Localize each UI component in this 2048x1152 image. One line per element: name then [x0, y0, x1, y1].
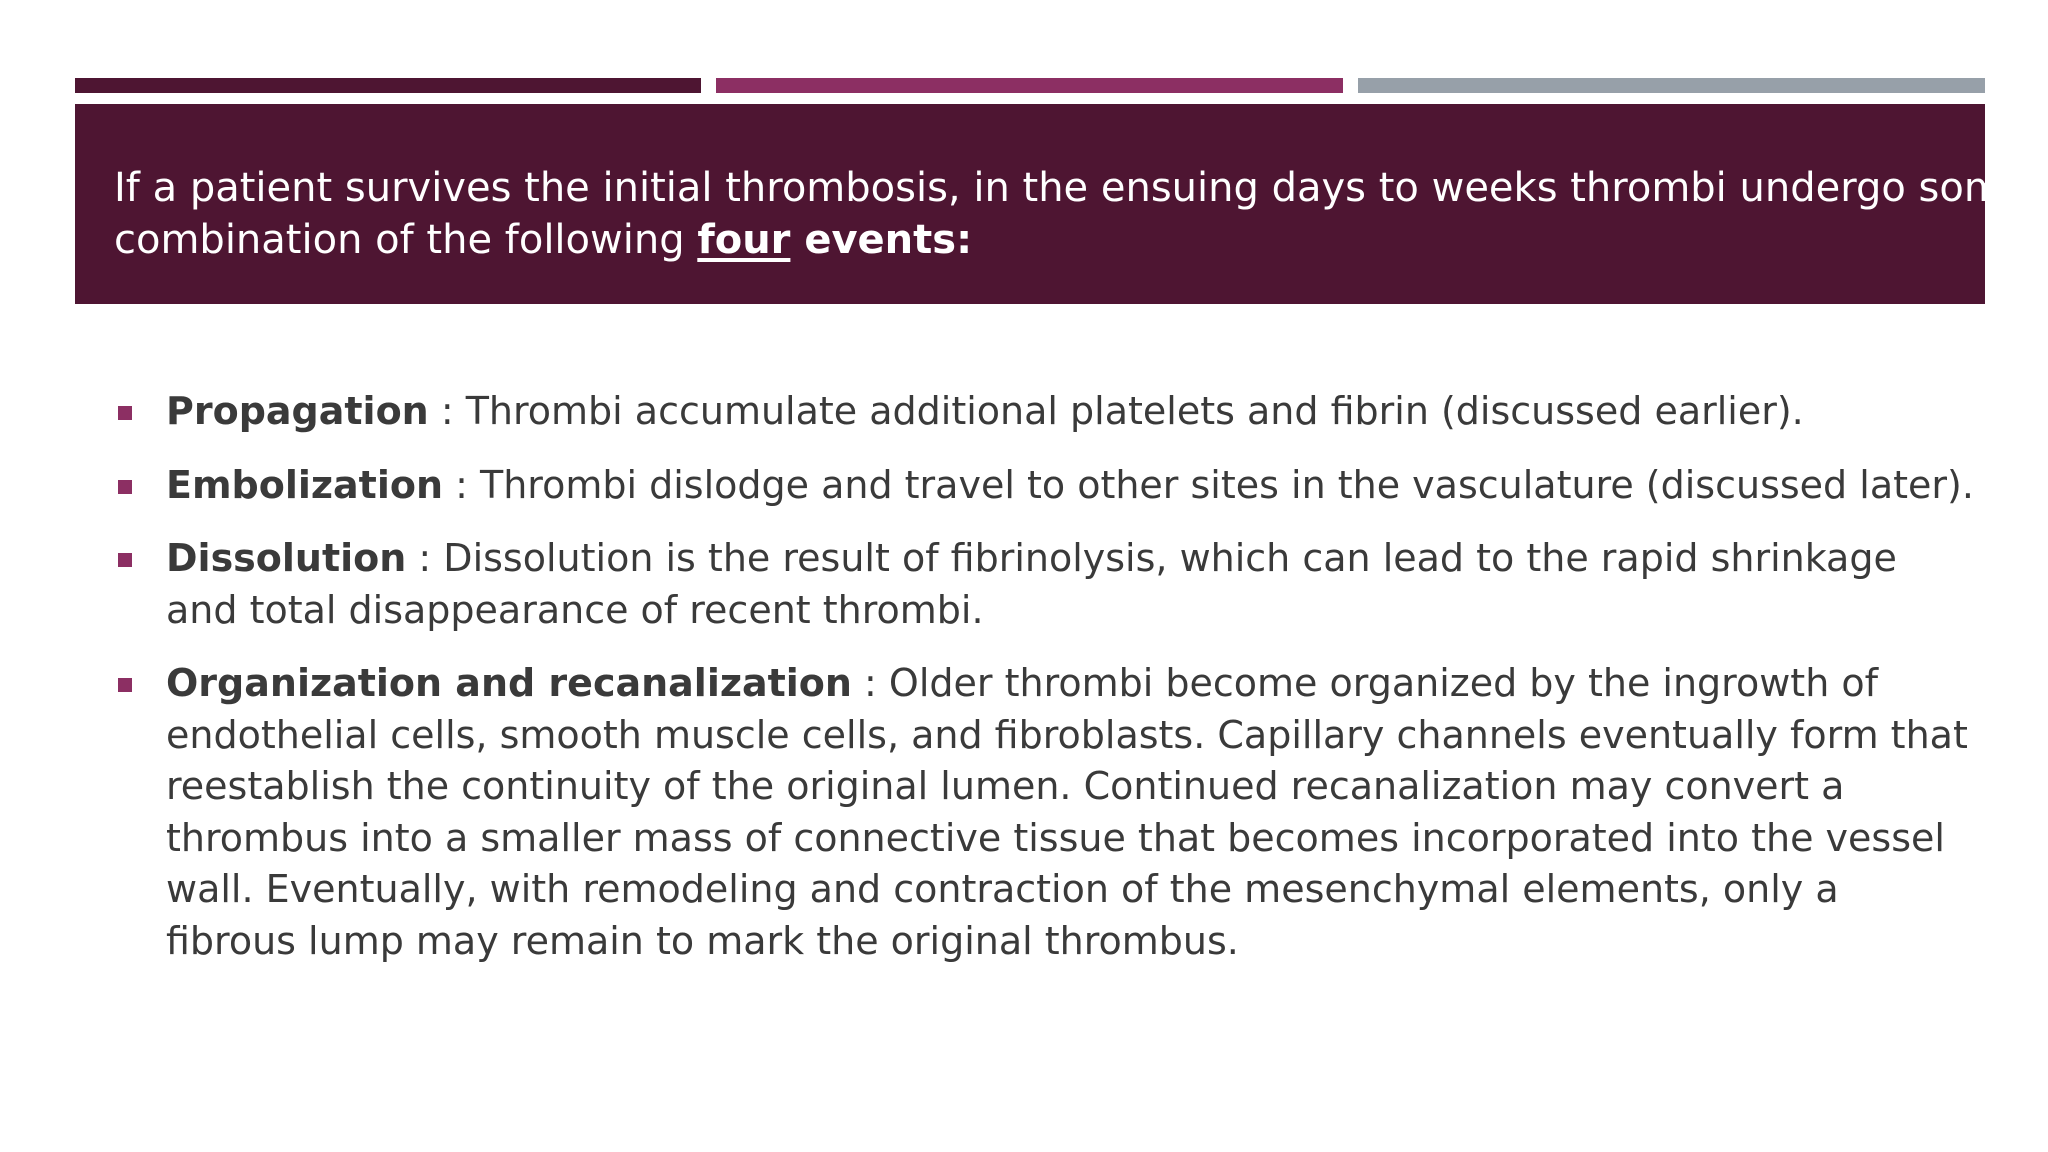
bullet-line: thrombus into a smaller mass of connective tissue that becomes incorporated into the vessel	[166, 815, 1945, 860]
bullet-organization	[114, 658, 1994, 967]
bullet-line	[166, 658, 1994, 710]
bullet-text: : Older thrombi become organized by the ingrowth of	[851, 661, 1878, 705]
title-emphasis-events: events:	[790, 217, 973, 263]
title-line-2	[114, 214, 1949, 266]
bullet-line: fibrous lump may remain to mark the original thrombus.	[166, 918, 1239, 963]
accent-bar-gray	[1358, 78, 1985, 93]
bullet-term: Organization and recanalization	[166, 661, 852, 705]
bullet-text: : Dissolution is the result of fibrinolysis, which can lead to the rapid shrinkage	[406, 536, 1897, 580]
bullet-term: Dissolution	[166, 536, 407, 580]
bullet-term: Propagation	[166, 389, 429, 433]
bullet-line	[166, 460, 1994, 512]
bullet-line: reestablish the continuity of the original lumen. Continued recanalization may convert a	[166, 764, 1845, 808]
bullet-line: and total disappearance of recent thrombi.	[166, 587, 984, 632]
title-banner	[75, 104, 2028, 304]
title-line-1: If a patient survives the initial thrombosis, in the ensuing days to weeks thrombi undergo some	[114, 165, 2028, 211]
bullet-line	[166, 386, 1994, 438]
bullet-embolization	[114, 460, 1994, 512]
bullet-line	[166, 533, 1994, 585]
accent-bar-dark	[75, 78, 701, 93]
square-bullet-icon	[118, 406, 132, 420]
bullet-propagation	[114, 386, 1994, 438]
accent-bar-magenta	[716, 78, 1343, 93]
bullet-dissolution	[114, 533, 1994, 636]
square-bullet-icon	[118, 678, 132, 692]
title-emphasis-four: four	[697, 217, 791, 263]
bullet-line: endothelial cells, smooth muscle cells, and fibroblasts. Capillary channels eventually form that	[166, 712, 1968, 757]
title-line-2-prefix: combination of the following	[114, 217, 698, 263]
square-bullet-icon	[118, 553, 132, 567]
bullet-text: : Thrombi dislodge and travel to other sites in the vasculature (discussed later).	[443, 462, 1974, 507]
bullet-text: : Thrombi accumulate additional platelets and fibrin (discussed earlier).	[428, 389, 1804, 433]
bullet-line: wall. Eventually, with remodeling and contraction of the mesenchymal elements, only a	[166, 867, 1839, 911]
bullet-term: Embolization	[166, 462, 444, 507]
square-bullet-icon	[118, 480, 132, 494]
bullet-list	[114, 386, 1994, 989]
